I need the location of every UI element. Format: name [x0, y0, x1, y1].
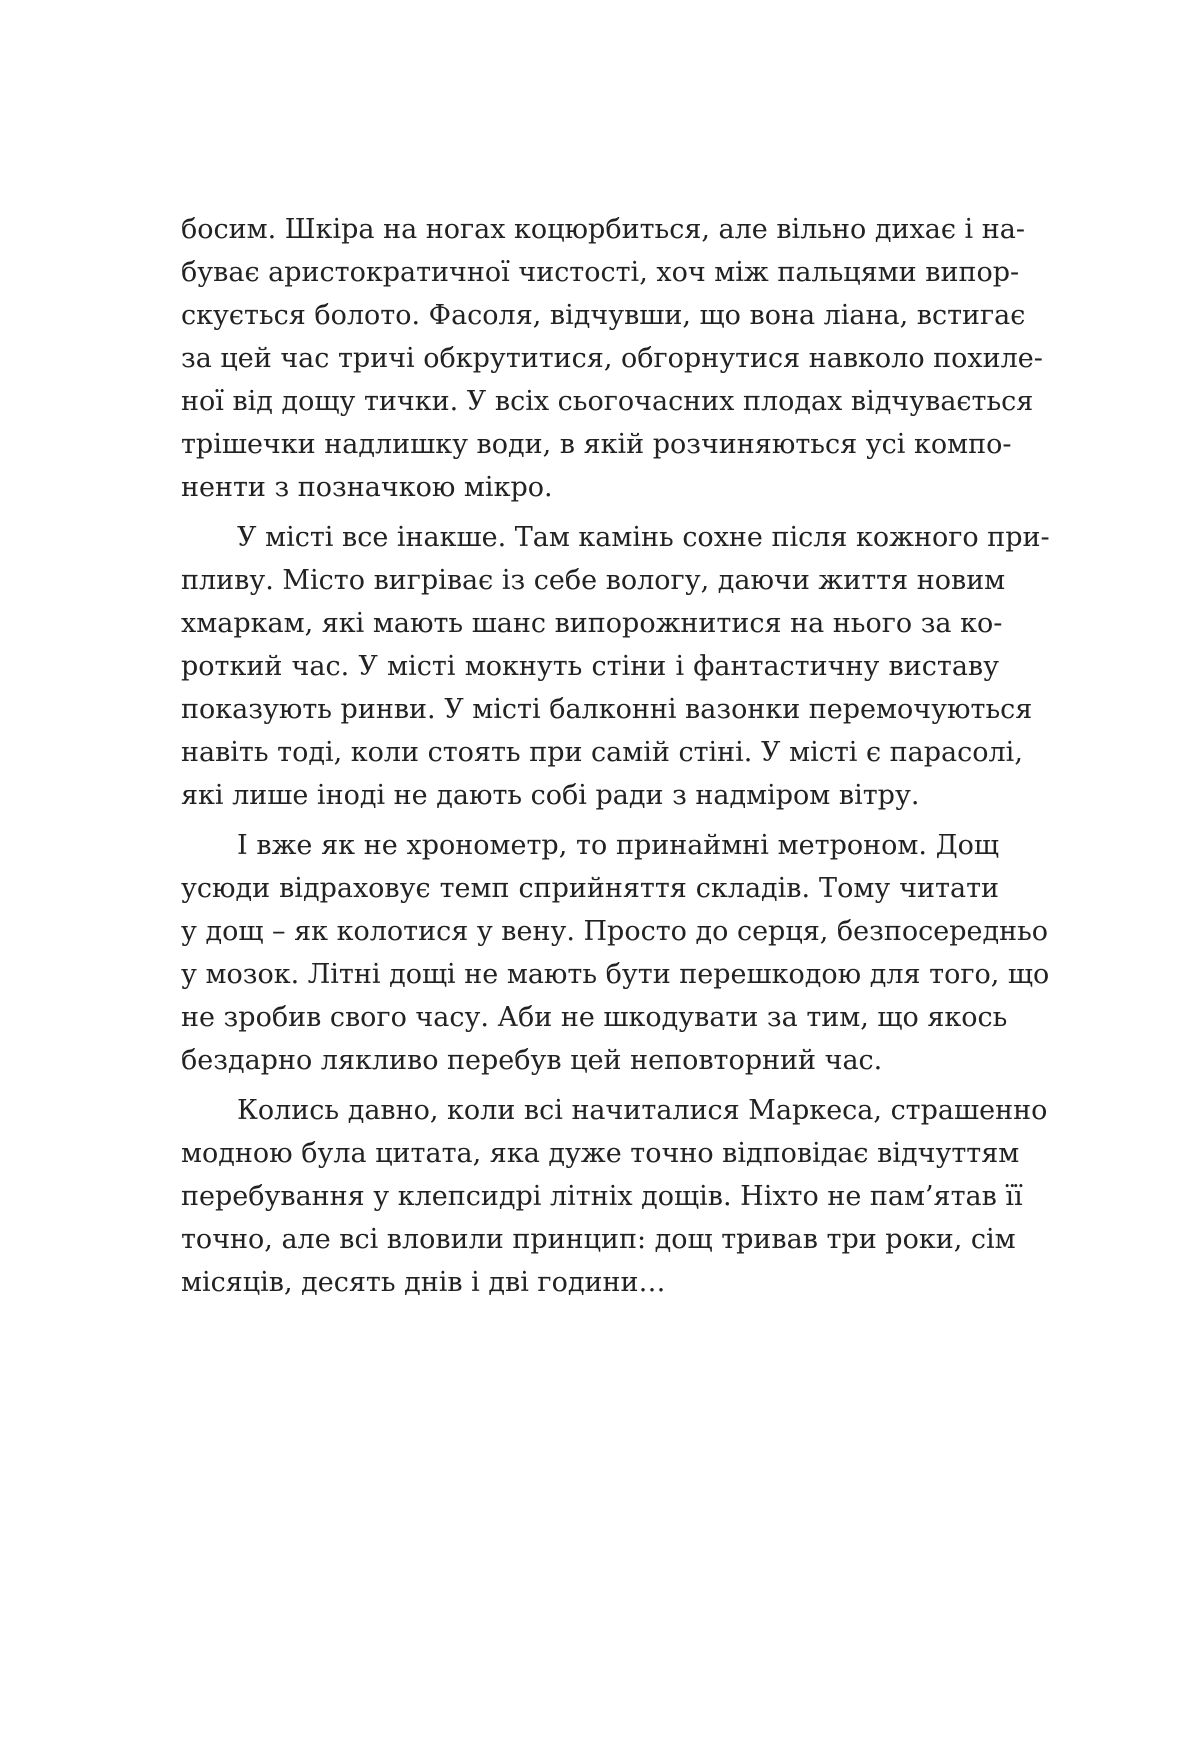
text-line: роткий час. У місті мокнуть стіни і фантастичну виставу	[181, 651, 999, 682]
paragraph	[181, 1089, 1048, 1304]
text-line: перебування у клепсидрі літніх дощів. Ніхто не пам’ятав її	[181, 1181, 1023, 1212]
text-line: трішечки надлишку води, в якій розчиняються усі компо-	[181, 429, 1012, 460]
text-line: модною була цитата, яка дуже точно відповідає відчуттям	[181, 1138, 1020, 1169]
text-line: ної від дощу тички. У всіх сьогочасних плодах відчувається	[181, 386, 1034, 417]
text-line: у дощ – як колотися у вену. Просто до серця, безпосередньо	[181, 916, 1049, 947]
text-line: бездарно лякливо перебув цей неповторний час.	[181, 1045, 883, 1076]
text-line: босим. Шкіра на ногах коцюрбиться, але вільно дихає і на-	[181, 214, 1025, 245]
text-line: пливу. Місто вигріває із себе вологу, даючи життя новим	[181, 565, 1006, 596]
text-line: місяців, десять днів і дві години…	[181, 1267, 666, 1298]
text-line: Колись давно, коли всі начиталися Маркеса, страшенно	[237, 1095, 1048, 1126]
text-line: які лише іноді не дають собі ради з надміром вітру.	[181, 780, 920, 811]
paragraph	[181, 824, 1050, 1082]
paragraph	[181, 516, 1050, 817]
text-line: показують ринви. У місті балконні вазонки перемочуються	[181, 694, 1033, 725]
paragraph	[181, 208, 1043, 509]
text-line: за цей час тричі обкрутитися, обгорнутися навколо похиле-	[181, 343, 1043, 374]
text-line: навіть тоді, коли стоять при самій стіні. У місті є парасолі,	[181, 737, 1023, 768]
body-text	[181, 208, 1050, 1311]
text-line: хмаркам, які мають шанс випорожнитися на нього за ко-	[181, 608, 1003, 639]
text-line: усюди відраховує темп сприйняття складів. Тому читати	[181, 873, 999, 904]
text-line: ненти з позначкою мікро.	[181, 472, 553, 503]
text-line: точно, але всі вловили принцип: дощ тривав три роки, сім	[181, 1224, 1016, 1255]
text-line: не зробив свого часу. Аби не шкодувати за тим, що якось	[181, 1002, 1008, 1033]
text-line: І вже як не хронометр, то принаймні метроном. Дощ	[237, 830, 999, 861]
text-line: У місті все інакше. Там камінь сохне після кожного при-	[237, 522, 1050, 553]
text-line: скується болото. Фасоля, відчувши, що вона ліана, встигає	[181, 300, 1026, 331]
text-line: у мозок. Літні дощі не мають бути перешкодою для того, що	[181, 959, 1050, 990]
text-line: буває аристократичної чистості, хоч між пальцями випор-	[181, 257, 1020, 288]
